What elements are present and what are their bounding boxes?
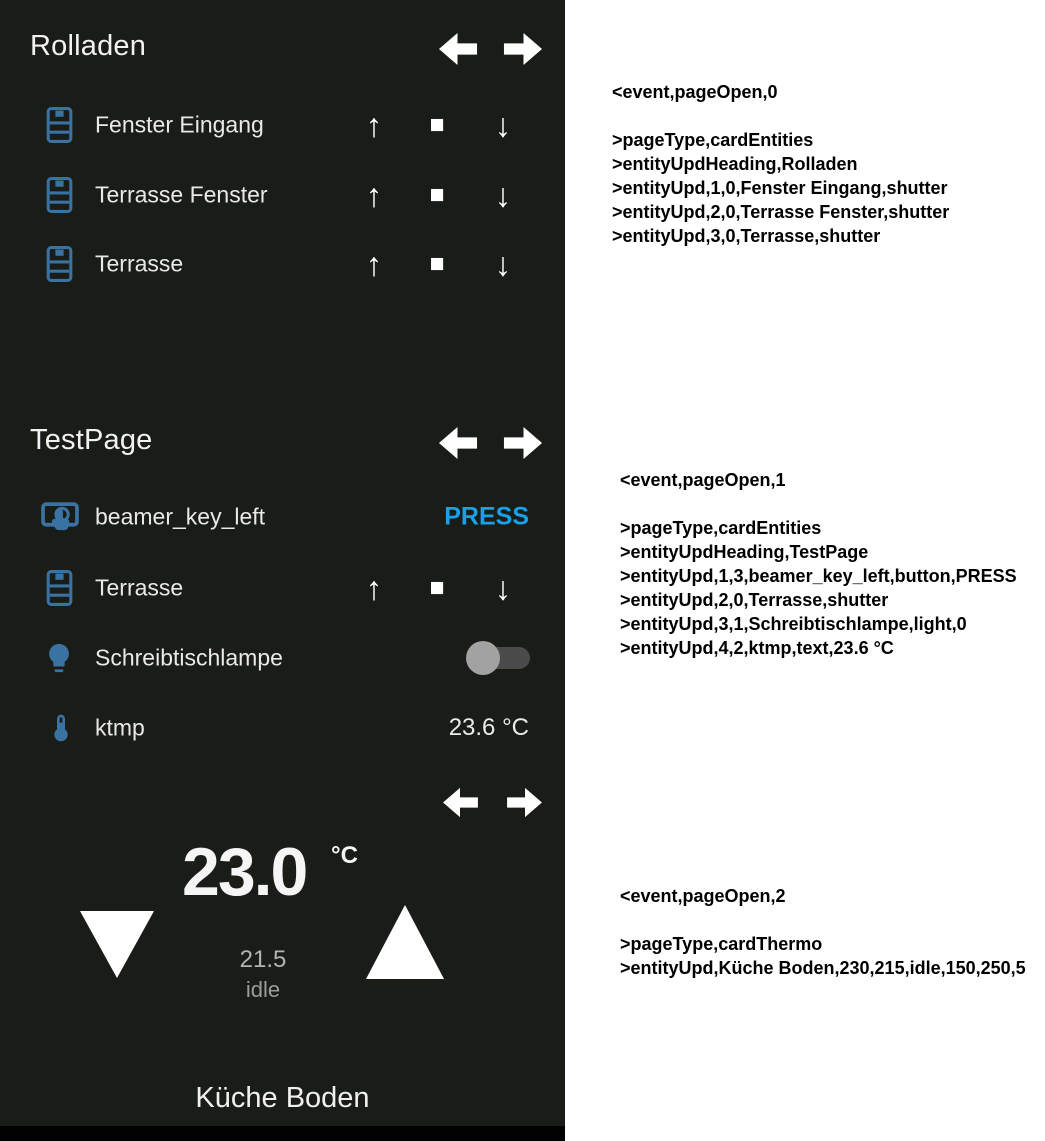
log-response: >entityUpd,3,0,Terrasse,shutter [612, 226, 881, 246]
window-shutter-icon [46, 570, 73, 607]
window-shutter-icon [46, 107, 73, 144]
arrow-right-icon [506, 786, 544, 819]
shutter-up-button[interactable]: ↑ [365, 569, 383, 607]
log-request: <event,pageOpen,0 [612, 82, 778, 102]
shutter-down-button[interactable]: ↓ [494, 106, 512, 144]
current-temperature: 23.0 [182, 834, 307, 910]
log-response: >entityUpdHeading,Rolladen [612, 154, 858, 174]
log-response: >pageType,cardThermo [620, 934, 823, 954]
shutter-stop-button[interactable]: ■ [429, 573, 445, 602]
card2-heading: TestPage [30, 424, 153, 456]
entity-row [0, 700, 565, 756]
log-block-page1 [620, 468, 1017, 660]
target-temperature: 21.5 [239, 946, 287, 973]
entity-row [0, 489, 565, 545]
shutter-down-button[interactable]: ↓ [494, 245, 512, 283]
card1-prev-page-button[interactable] [437, 31, 478, 67]
log-response: >entityUpd,1,3,beamer_key_left,button,PRESS [620, 566, 1017, 586]
log-block-page2 [620, 884, 1026, 980]
log-block-page0 [612, 80, 949, 248]
log-request: <event,pageOpen,2 [620, 886, 786, 906]
entity-label: Terrasse [95, 574, 184, 601]
log-response: >entityUpd,1,0,Fenster Eingang,shutter [612, 178, 948, 198]
entity-label: Terrasse Fenster [95, 181, 268, 208]
shutter-up-button[interactable]: ↑ [365, 106, 383, 144]
card1-next-page-button[interactable] [503, 31, 544, 67]
temp-up-button[interactable] [366, 905, 444, 979]
entity-row [0, 167, 565, 223]
log-response: >pageType,cardEntities [612, 130, 814, 150]
entity-row [0, 560, 565, 616]
card2-next-page-button[interactable] [503, 425, 544, 461]
light-toggle-switch[interactable] [472, 647, 530, 669]
card3-prev-page-button[interactable] [441, 786, 479, 819]
shutter-down-button[interactable]: ↓ [494, 176, 512, 214]
gesture-tap-button-icon [40, 499, 80, 535]
log-response: >entityUpd,4,2,ktmp,text,23.6 °C [620, 638, 894, 658]
entity-row [0, 630, 565, 686]
shutter-stop-button[interactable]: ■ [429, 110, 445, 139]
entity-label: ktmp [95, 714, 145, 741]
log-response: >entityUpd,3,1,Schreibtischlampe,light,0 [620, 614, 967, 634]
entity-label: beamer_key_left [95, 503, 266, 530]
window-shutter-icon [46, 246, 73, 283]
entity-row [0, 236, 565, 292]
entity-row [0, 97, 565, 153]
triangle-up-icon [366, 905, 444, 979]
shutter-down-button[interactable]: ↓ [494, 569, 512, 607]
temperature-unit: °C [331, 842, 358, 869]
window-shutter-icon [46, 177, 73, 214]
hvac-state: idle [245, 977, 281, 1002]
card2-prev-page-button[interactable] [437, 425, 478, 461]
card1-heading: Rolladen [30, 30, 147, 62]
thermometer-icon [45, 712, 77, 744]
log-response: >entityUpd,2,0,Terrasse,shutter [620, 590, 889, 610]
log-response: >entityUpdHeading,TestPage [620, 542, 869, 562]
shutter-stop-button[interactable]: ■ [429, 249, 445, 278]
lightbulb-icon [42, 641, 76, 675]
log-request: <event,pageOpen,1 [620, 470, 786, 490]
shutter-stop-button[interactable]: ■ [429, 180, 445, 209]
triangle-down-icon [80, 911, 154, 978]
thermo-title: Küche Boden [195, 1082, 370, 1114]
toggle-knob [466, 641, 500, 675]
arrow-right-icon [503, 425, 544, 461]
temp-down-button[interactable] [80, 911, 154, 978]
shutter-up-button[interactable]: ↑ [365, 245, 383, 283]
panel-bottom-strip [0, 1126, 565, 1141]
entity-label: Terrasse [95, 250, 184, 277]
arrow-right-icon [503, 31, 544, 67]
entity-label: Schreibtischlampe [95, 644, 283, 671]
arrow-left-icon [437, 425, 478, 461]
log-response: >entityUpd,Küche Boden,230,215,idle,150,250,5 [620, 958, 1026, 978]
log-response: >pageType,cardEntities [620, 518, 822, 538]
arrow-left-icon [437, 31, 478, 67]
entity-label: Fenster Eingang [95, 111, 264, 138]
sensor-value: 23.6 °C [448, 714, 529, 741]
arrow-left-icon [441, 786, 479, 819]
press-button[interactable]: PRESS [444, 502, 529, 531]
card3-next-page-button[interactable] [506, 786, 544, 819]
log-response: >entityUpd,2,0,Terrasse Fenster,shutter [612, 202, 950, 222]
shutter-up-button[interactable]: ↑ [365, 176, 383, 214]
